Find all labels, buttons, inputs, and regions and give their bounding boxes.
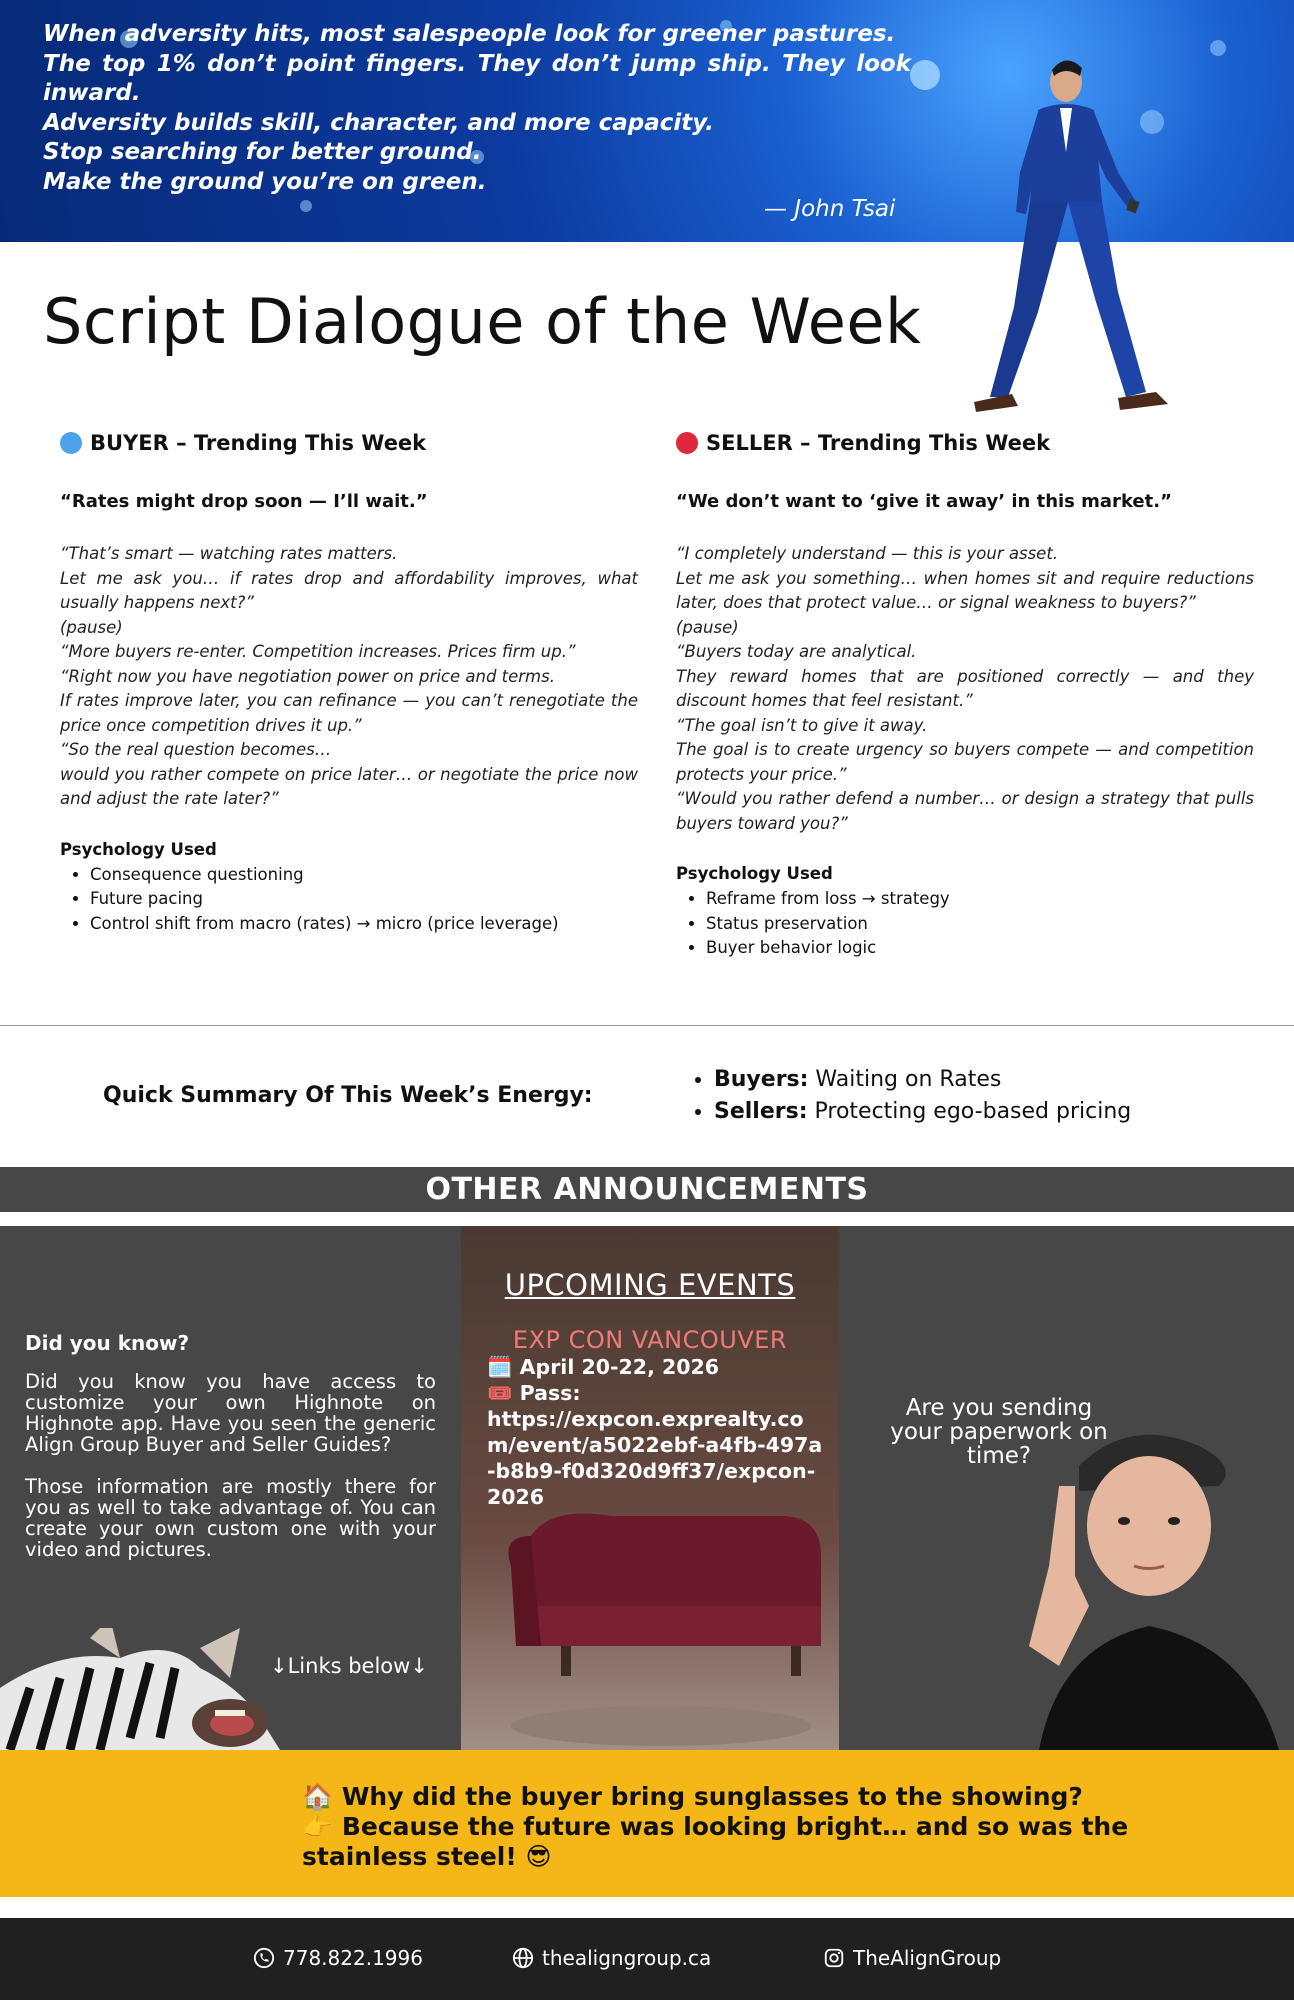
script-line: Let me ask you… if rates drop and affordability improves, what usually happens next?” <box>60 568 638 612</box>
seller-script <box>676 542 1254 836</box>
paragraph: Did you know you have access to customize your own Highnote on Highnote app. Have you seen the generic Align Group Buyer and Seller Guides? <box>25 1370 436 1456</box>
event-pass-label: 🎟️ Pass: <box>487 1381 581 1405</box>
script-line: “Right now you have negotiation power on price and terms. <box>60 666 555 686</box>
script-line: “So the real question becomes… <box>60 740 332 759</box>
script-line: “Would you rather defend a number… or design a strategy that pulls buyers toward you?” <box>676 789 1254 833</box>
phone-icon <box>253 1947 275 1969</box>
quote-line: The top 1% don’t point fingers. They don’t jump ship. They look inward. <box>43 50 911 106</box>
blue-circle-icon <box>60 432 82 454</box>
joke-text <box>302 1782 1202 1872</box>
footer-instagram[interactable] <box>823 1946 1001 1970</box>
footer-phone[interactable] <box>253 1946 423 1970</box>
quote-line: Adversity builds skill, character, and more capacity. <box>43 109 714 136</box>
summary-key: Buyers: <box>714 1067 809 1092</box>
walking-man-photo <box>968 52 1188 428</box>
script-line: “More buyers re-enter. Competition increases. Prices firm up.” <box>60 642 576 661</box>
list-item: • Control shift from macro (rates) → micro (price leverage) <box>90 912 638 937</box>
hero-quote <box>43 20 911 197</box>
summary-value: Waiting on Rates <box>808 1067 1002 1092</box>
script-line: “I completely understand — this is your asset. <box>676 544 1059 563</box>
seller-psychology-list <box>676 887 1254 961</box>
summary-label: Quick Summary Of This Week’s Energy: <box>103 1083 593 1108</box>
paragraph: Those information are mostly there for you as well to take advantage of. You can create your own custom one with your video and pictures. <box>25 1475 436 1561</box>
seller-psychology-heading: Psychology Used <box>676 864 833 883</box>
script-line: They reward homes that are positioned correctly — and they discount homes that feel resistant.” <box>676 666 1254 710</box>
buyer-psychology-heading: Psychology Used <box>60 839 217 859</box>
globe-icon <box>512 1947 534 1969</box>
did-you-know-body <box>25 1371 436 1581</box>
joke-question: 🏠 Why did the buyer bring sunglasses to the showing? <box>302 1782 1083 1811</box>
instagram-icon <box>823 1947 845 1969</box>
links-below-label: ↓Links below↓ <box>270 1654 428 1678</box>
list-item: • Reframe from loss → strategy <box>706 887 1254 912</box>
script-line: “That’s smart — watching rates matters. <box>60 544 398 563</box>
section-divider <box>0 1025 1294 1026</box>
did-you-know-heading: Did you know? <box>25 1331 190 1355</box>
paperwork-panel <box>839 1226 1294 1750</box>
script-line: If rates improve later, you can refinance — you can’t renegotiate the price once competition drives it up.” <box>60 691 638 735</box>
seller-quote: “We don’t want to ‘give it away’ in this market.” <box>676 491 1172 512</box>
script-line: “The goal isn’t to give it away. <box>676 715 928 735</box>
paperwork-question: Are you sending your paperwork on time? <box>890 1395 1108 1469</box>
footer <box>0 1918 1294 2000</box>
summary-item-sellers <box>714 1096 1131 1128</box>
summary-value: Protecting ego-based pricing <box>807 1099 1132 1124</box>
sofa-background-photo <box>461 1476 839 1750</box>
quote-line: When adversity hits, most salespeople look for greener pastures. <box>43 21 896 47</box>
quote-line: Make the ground you’re on green. <box>43 168 487 195</box>
phone-number: 778.822.1996 <box>283 1946 423 1970</box>
instagram-handle: TheAlignGroup <box>853 1946 1002 1970</box>
event-date: 🗓️ April 20-22, 2026 <box>487 1355 720 1379</box>
seller-heading-text: SELLER – Trending This Week <box>706 431 1051 455</box>
script-line: would you rather compete on price later… or negotiate the price now and adjust the rate later?” <box>60 764 638 808</box>
event-pass-link[interactable]: https://expcon.exprealty.com/event/a5022ebf-a4fb-497a-b8b9-f0d320d9ff37/expcon-2026 <box>487 1407 823 1509</box>
red-circle-icon <box>676 432 698 454</box>
buyer-heading-text: BUYER – Trending This Week <box>90 431 427 455</box>
woman-pointing-photo <box>1019 1406 1294 1750</box>
announcements-bar: OTHER ANNOUNCEMENTS <box>0 1167 1294 1212</box>
buyer-psychology-list <box>60 863 638 937</box>
list-item: • Future pacing <box>90 887 638 912</box>
did-you-know-panel <box>0 1226 461 1750</box>
seller-heading <box>676 430 1254 456</box>
list-item: • Buyer behavior logic <box>706 936 1254 961</box>
summary-key: Sellers: <box>714 1099 808 1124</box>
script-line: “Buyers today are analytical. <box>676 642 917 661</box>
buyer-heading <box>60 430 638 456</box>
page-title: Script Dialogue of the Week <box>43 285 922 358</box>
summary-item-buyers <box>714 1064 1131 1096</box>
upcoming-events-title: UPCOMING EVENTS <box>504 1268 796 1302</box>
zebra-photo <box>0 1628 290 1750</box>
script-line: (pause) <box>676 617 739 637</box>
seller-column <box>676 430 1254 961</box>
script-line: (pause) <box>60 617 123 637</box>
script-line: Let me ask you something… when homes sit and require reductions later, does that protect value… or signal weakness to buyers?” <box>676 568 1254 612</box>
upcoming-events-panel <box>461 1226 839 1750</box>
list-item: • Consequence questioning <box>90 863 638 888</box>
buyer-quote: “Rates might drop soon — I’ll wait.” <box>60 491 428 512</box>
script-line: The goal is to create urgency so buyers compete — and competition protects your price.” <box>676 740 1254 784</box>
buyer-column <box>60 430 638 936</box>
summary-list <box>688 1064 1131 1128</box>
website-url: thealigngroup.ca <box>542 1946 712 1970</box>
buyer-script <box>60 542 638 812</box>
joke-answer: 👉 Because the future was looking bright… and so was the stainless steel! 😎 <box>302 1812 1129 1871</box>
quote-author: — John Tsai <box>764 196 896 222</box>
footer-website[interactable] <box>512 1946 711 1970</box>
event-name: EXP CON VANCOUVER <box>512 1326 788 1354</box>
event-details <box>487 1354 827 1510</box>
list-item: • Status preservation <box>706 912 1254 937</box>
joke-band <box>0 1750 1294 1897</box>
quote-line: Stop searching for better ground. <box>43 139 482 165</box>
